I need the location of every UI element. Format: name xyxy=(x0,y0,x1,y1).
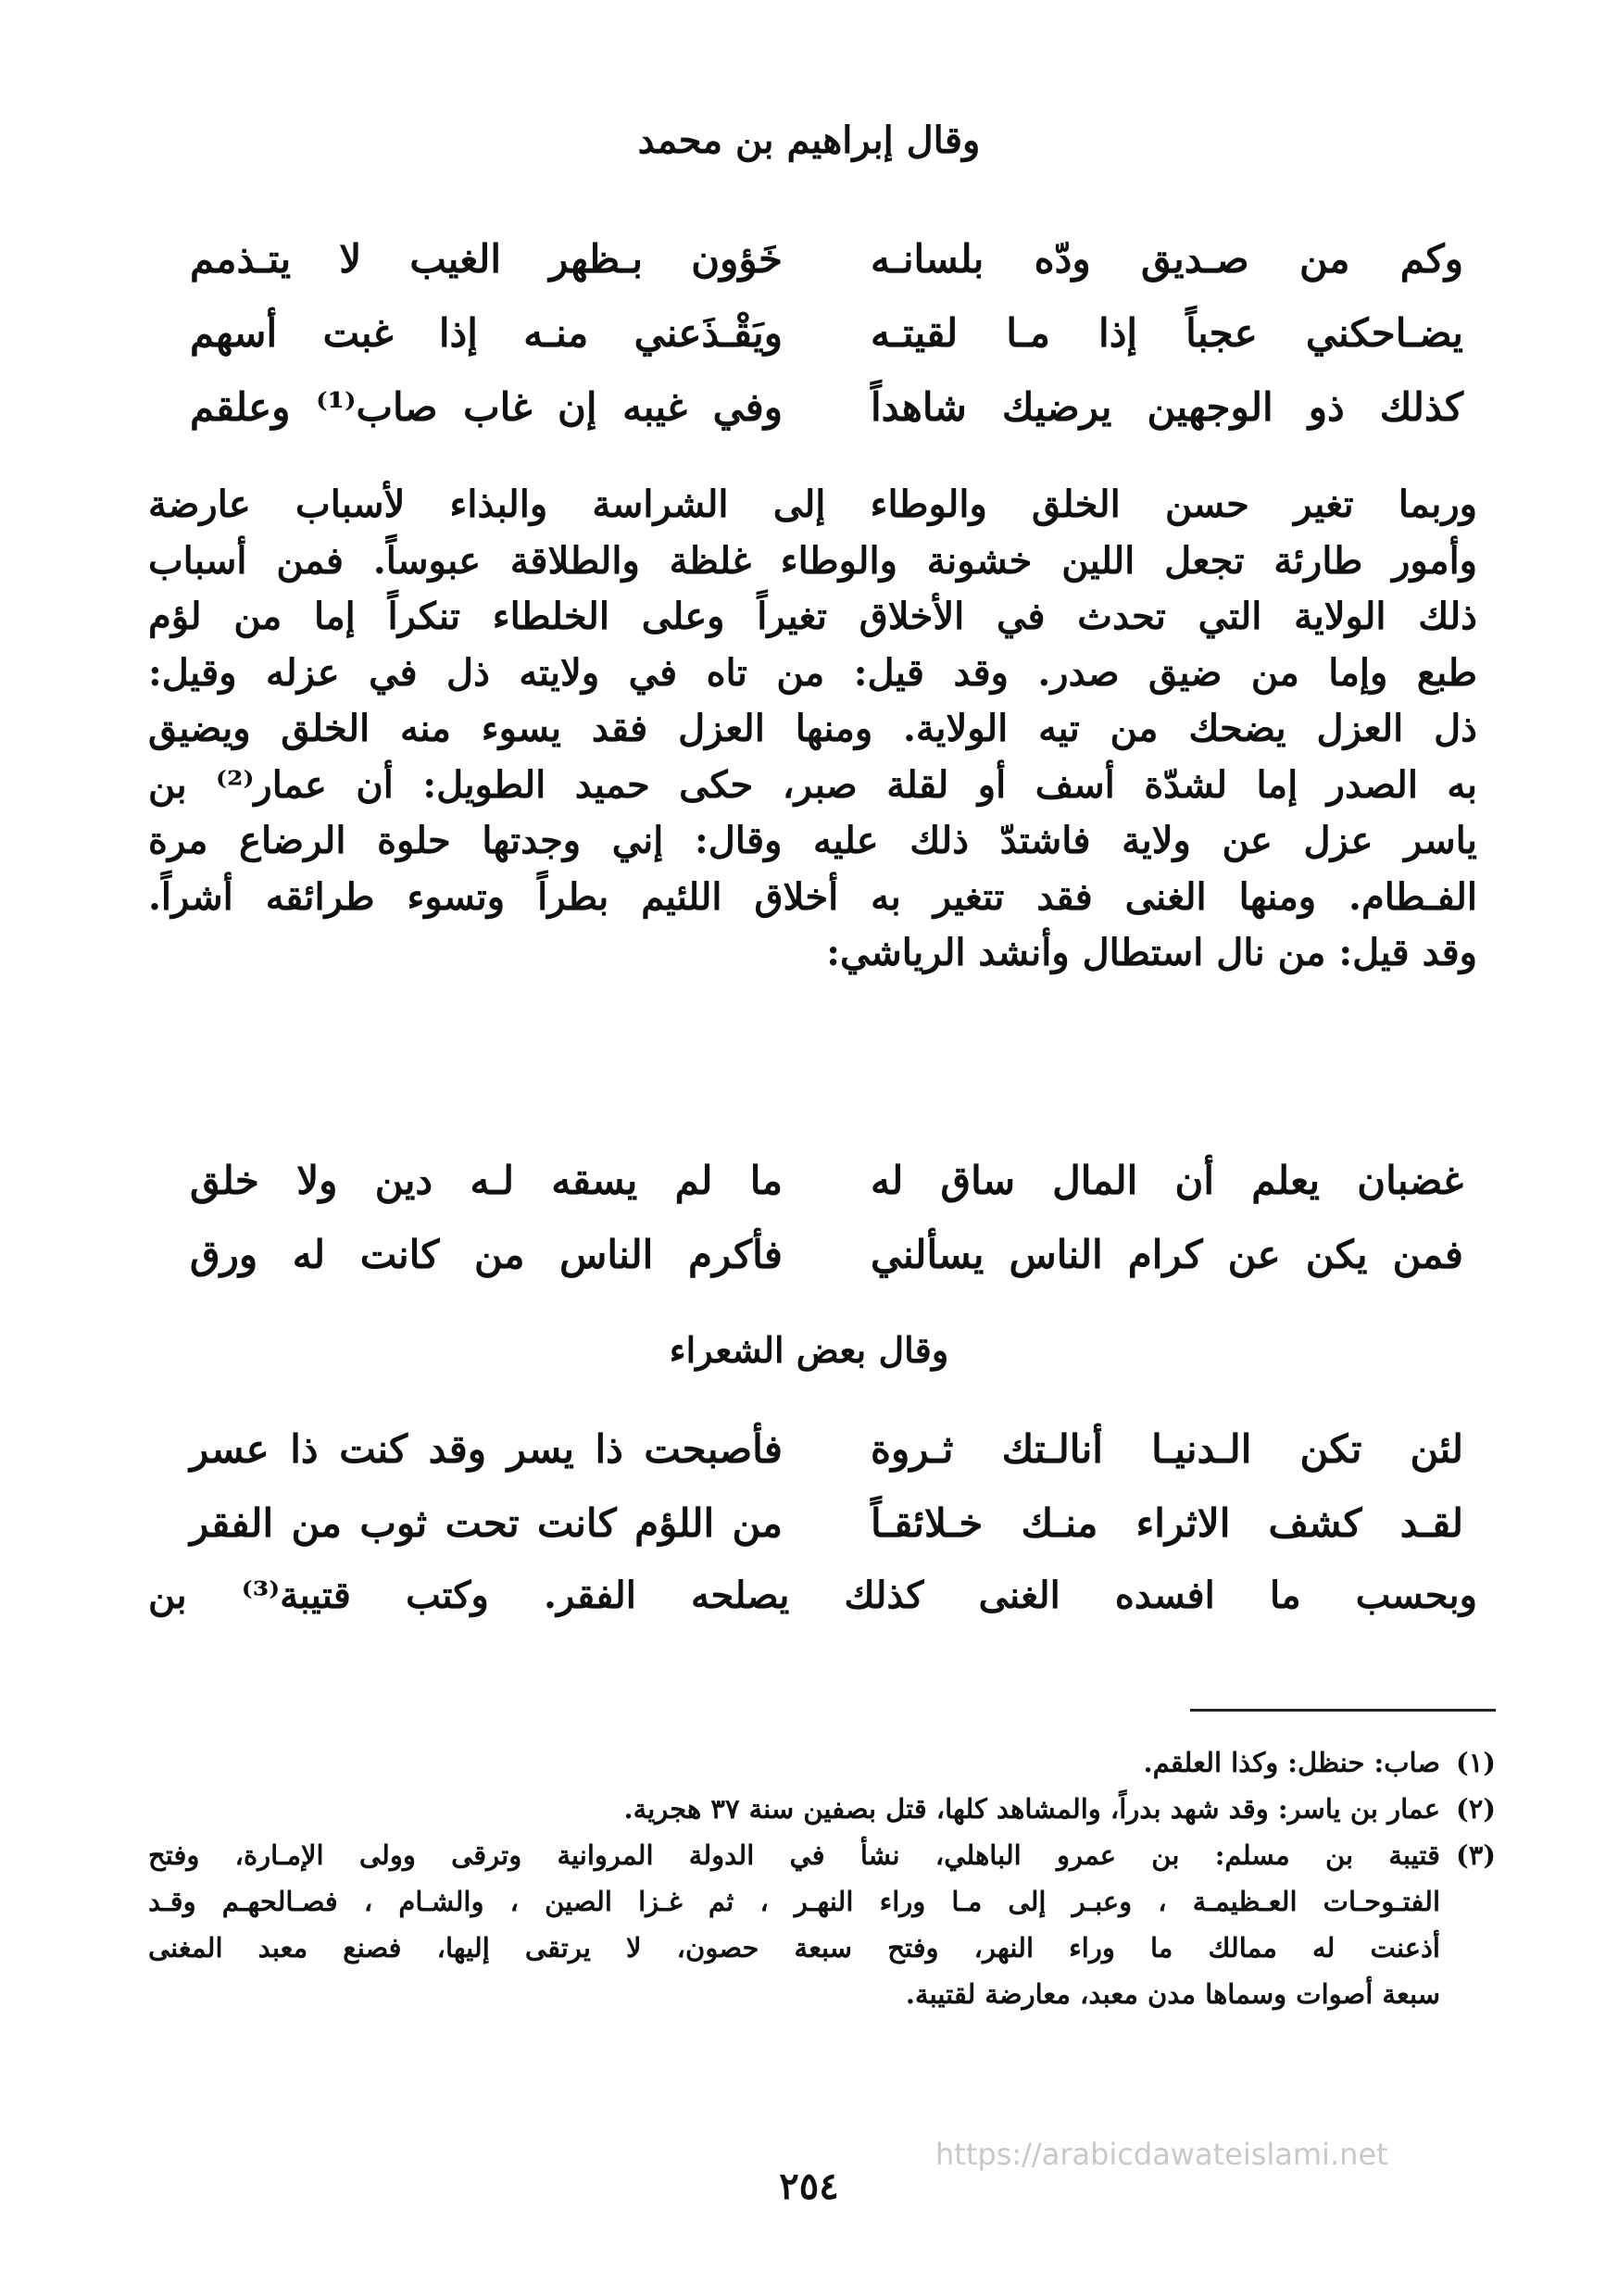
poem-2 xyxy=(190,1144,1463,1292)
verse-second-hemistich: فأكرم الناس من كانت له ورق xyxy=(190,1232,783,1277)
verse-row xyxy=(190,1487,1463,1561)
verse-first-hemistich: لئن تكن الـدنيـا أنالـتك ثـروة xyxy=(871,1426,1463,1472)
poem-3 xyxy=(190,1412,1463,1561)
verse-first-hemistich: لقـد كشف الاثراء منـك خـلائقـاً xyxy=(871,1500,1463,1546)
footnote-text xyxy=(148,1832,1440,2017)
prose-line: وأمور طارئة تجعل اللين خشونة والوطاء غلظة والطلاقة عبوساً. فمن أسباب xyxy=(148,538,1477,583)
prose-line: ياسر عزل عن ولاية فاشتدّ ذلك عليه وقال: إني وجدتها حلوة الرضاع مرة xyxy=(148,819,1477,862)
verse-row xyxy=(190,1144,1463,1218)
verse-first-hemistich: غضبان يعلم أن المال ساق له xyxy=(871,1158,1463,1203)
verse-row xyxy=(190,222,1463,296)
verse-row xyxy=(190,370,1463,445)
verse-second-hemistich: وفي غيبه إن غاب صاب⁽¹⁾ وعلقم xyxy=(190,384,783,430)
prose-paragraph-1 xyxy=(148,477,1477,982)
verse-row xyxy=(190,1218,1463,1292)
verse-row xyxy=(190,296,1463,370)
prose-line: ذل العزل يضحك من تيه الولاية. ومنها العزل فقد يسوء منه الخلق ويضيق xyxy=(148,707,1477,750)
verse-second-hemistich: ويَقْـذَعني منـه إذا غبت أسهم xyxy=(190,310,783,356)
verse-second-hemistich: فأصبحت ذا يسر وقد كنت ذا عسر xyxy=(190,1426,783,1472)
prose-paragraph-2 xyxy=(148,1568,1477,1625)
footnote-line: سبعة أصوات وسماها مدن معبد، معارضة لقتيبة. xyxy=(905,1978,1440,2010)
footnote-number: (٣) xyxy=(1455,1839,1496,1871)
prose-line: به الصدر إما لشدّة أسف أو لقلة صبر، حكى حميد الطويل: أن عمار⁽²⁾ بن xyxy=(148,762,1478,807)
footnote-number: (١) xyxy=(1455,1747,1496,1778)
footnote-separator xyxy=(1190,1709,1496,1712)
footnote-line: صاب: حنظل: وكذا العلقم. xyxy=(1143,1747,1440,1778)
footnote-line: قتيبة بن مسلم: بن عمرو الباهلي، نشأ في الدولة المروانية وترقى وولى الإمـارة، وفتح xyxy=(148,1839,1440,1871)
verse-row xyxy=(190,1412,1463,1487)
footnote-text xyxy=(148,1786,1440,1832)
footnote-line: عمار بن ياسر: وقد شهد بدراً، والمشاهد كلها، قتل بصفين سنة ٣٧ هجرية. xyxy=(623,1793,1440,1825)
prose-line: وبحسب ما افسده الغنى كذلك يصلحه الفقر. وكتب قتيبة⁽³⁾ بن xyxy=(148,1574,1478,1617)
footnote xyxy=(148,1739,1496,1786)
poem-heading-ibrahim: وقال إبراهيم بن محمد xyxy=(637,119,981,162)
footnote-line: الفتـوحـات العـظيمـة ، وعبـر إلى مـا وراء النهـر ، ثم غـزا الصين ، والشـام ، فصـالحهـم وقـد xyxy=(148,1886,1440,1917)
poem-heading-poets: وقال بعض الشعراء xyxy=(669,1329,949,1371)
prose-line: وقد قيل: من نال استطال وأنشد الرياشي: xyxy=(826,931,1477,974)
prose-line: طبع وإما من ضيق صدر. وقد قيل: من تاه في ولايته ذل في عزله وقيل: xyxy=(148,650,1477,695)
verse-first-hemistich: كذلك ذو الوجهين يرضيك شاهداً xyxy=(871,384,1463,430)
prose-line: وربما تغير حسن الخلق والوطاء إلى الشراسة والبذاء لأسباب عارضة xyxy=(148,483,1477,526)
prose-line: ذلك الولاية التي تحدث في الأخلاق تغيراً وعلى الخلطاء تنكراً إما من لؤم xyxy=(148,595,1477,638)
page-number: ٢٥٤ xyxy=(779,2164,839,2208)
verse-first-hemistich: يضـاحكني عجباً إذا مـا لقيتـه xyxy=(871,310,1463,356)
footnote xyxy=(148,1786,1496,1832)
watermark-url: https://arabicdawateislami.net xyxy=(935,2137,1388,2172)
footnote xyxy=(148,1832,1496,2017)
verse-first-hemistich: فمن يكن عن كرام الناس يسألني xyxy=(871,1232,1463,1277)
footnotes xyxy=(148,1739,1496,2017)
verse-first-hemistich: وكم من صـديق ودّه بلسانـه xyxy=(871,236,1463,282)
poem-1 xyxy=(190,222,1463,445)
verse-second-hemistich: ما لم يسقه لـه دين ولا خلق xyxy=(190,1158,783,1203)
footnote-line: أذعنت له ممالك ما وراء النهر، وفتح سبعة حصون، لا يرتقى إليها، فصنع معبد المغنى xyxy=(148,1932,1440,1964)
footnote-text xyxy=(148,1739,1440,1786)
footnote-number: (٢) xyxy=(1455,1793,1496,1825)
prose-line: الفـطام. ومنها الغنى فقد تتغير به أخلاق اللئيم بطراً وتسوء طرائقه أشراً. xyxy=(148,874,1477,919)
verse-second-hemistich: من اللؤم كانت تحت ثوب من الفقر xyxy=(190,1500,783,1546)
verse-second-hemistich: خَؤون بـظهر الغيب لا يتـذمم xyxy=(190,236,783,282)
